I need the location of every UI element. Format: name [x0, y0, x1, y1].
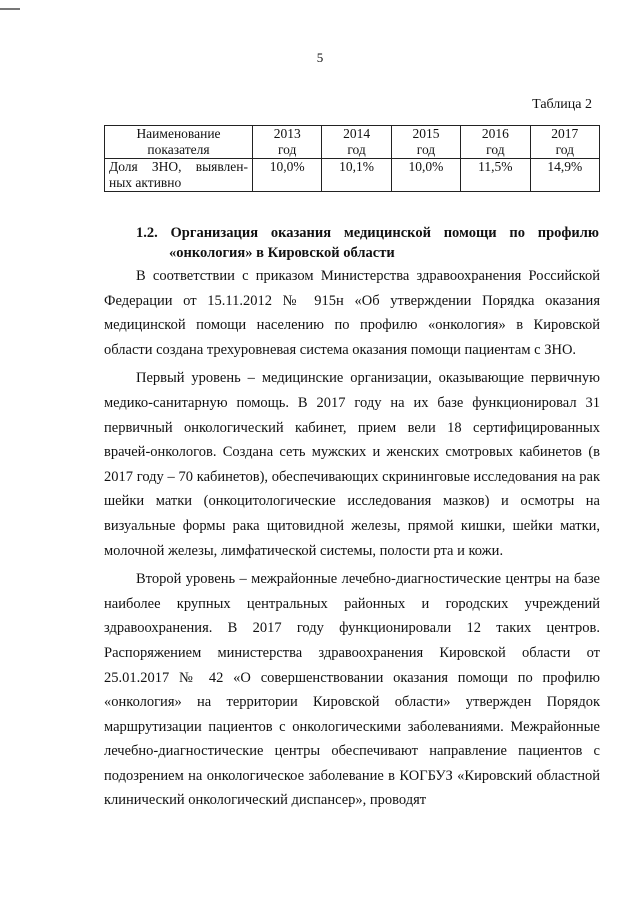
header-name-line: Наименование — [136, 126, 221, 141]
header-year-unit: год — [277, 142, 297, 157]
value-cell-2013: 10,0% — [253, 159, 322, 192]
row-name-cell — [105, 159, 253, 192]
indicators-table — [104, 125, 600, 192]
value-cell-2016: 11,5% — [461, 159, 530, 192]
header-year: 2014 — [343, 126, 371, 141]
header-name-line: показателя — [147, 142, 210, 157]
header-year-cell — [461, 126, 530, 159]
scan-margin-mark — [0, 8, 20, 10]
header-year: 2017 — [551, 126, 579, 141]
header-year-cell — [253, 126, 322, 159]
section-title-line: «онкология» в Кировской области — [169, 245, 395, 261]
paragraph: В соответствии с приказом Министерства здравоохранения Российской Федерации от 15.11.2012 № 915н «Об утверждении Порядка оказания медицинской помощи населению по профилю «онкология» в Кировской области создана трехуровневая система оказания помощи пациентам с ЗНО. — [104, 268, 600, 358]
table-caption: Таблица 2 — [532, 97, 592, 112]
value-cell-2017: 14,9% — [530, 159, 599, 192]
value-cell-2014: 10,1% — [322, 159, 391, 192]
header-year-unit: год — [486, 142, 505, 157]
section-title-line: 1.2. Организация оказания медицинской помощи по профилю — [136, 225, 599, 241]
header-year-cell — [322, 126, 391, 159]
row-name-line: ных активно — [109, 175, 182, 190]
header-year-unit: год — [416, 142, 436, 157]
paragraph: Первый уровень – медицинские организации, оказывающие первичную медико-санитарную помощь. В 2017 году на их базе функционировал 31 первичный онкологический кабинет, прием вели 18 сертифицированных врачей-онкологов. Создана сеть мужских и женских смотровых кабинетов (в 2017 году – 70 кабинетов), обеспечивающих скрининговые исследования на рак шейки матки (онкоцитологические исследования мазков) и осмотры на визуальные формы рака щитовидной железы, прямой кишки, шейки матки, молочной железы, лимфатической системы, полости рта и кожи. — [104, 370, 600, 559]
value-cell-2015: 10,0% — [391, 159, 460, 192]
header-year-cell — [391, 126, 460, 159]
header-year: 2015 — [412, 126, 440, 141]
header-year: 2016 — [481, 126, 509, 141]
page-number: 5 — [316, 50, 324, 65]
paragraph: Второй уровень – межрайонные лечебно-диагностические центры на базе наиболее крупных центральных районных и городских учреждений здравоохранения. В 2017 году функционировали 12 таких центров. Распоряжением министерства здравоохранения Кировской области от 25.01.2017 № 42 «О совершенствовании оказания помощи по профилю «онкология» на территории Кировской области» утвержден Порядок маршрутизации пациентов с онкологическими заболеваниями. Межрайонные лечебно-диагностические центры обеспечивают направление пациентов с подозрением на онкологическое заболевание в КОГБУЗ «Кировский областной клинический онкологический диспансер», проводят — [104, 571, 600, 809]
header-year-unit: год — [347, 142, 366, 157]
section-title — [136, 223, 599, 263]
header-year: 2013 — [273, 126, 301, 141]
header-year-unit: год — [555, 142, 574, 157]
header-name-cell — [105, 126, 253, 159]
header-year-cell — [530, 126, 599, 159]
row-name-line: Доля ЗНО, выявлен- — [109, 159, 248, 174]
table-header-row — [105, 126, 600, 159]
table-row — [105, 159, 600, 192]
body-text — [104, 264, 600, 813]
